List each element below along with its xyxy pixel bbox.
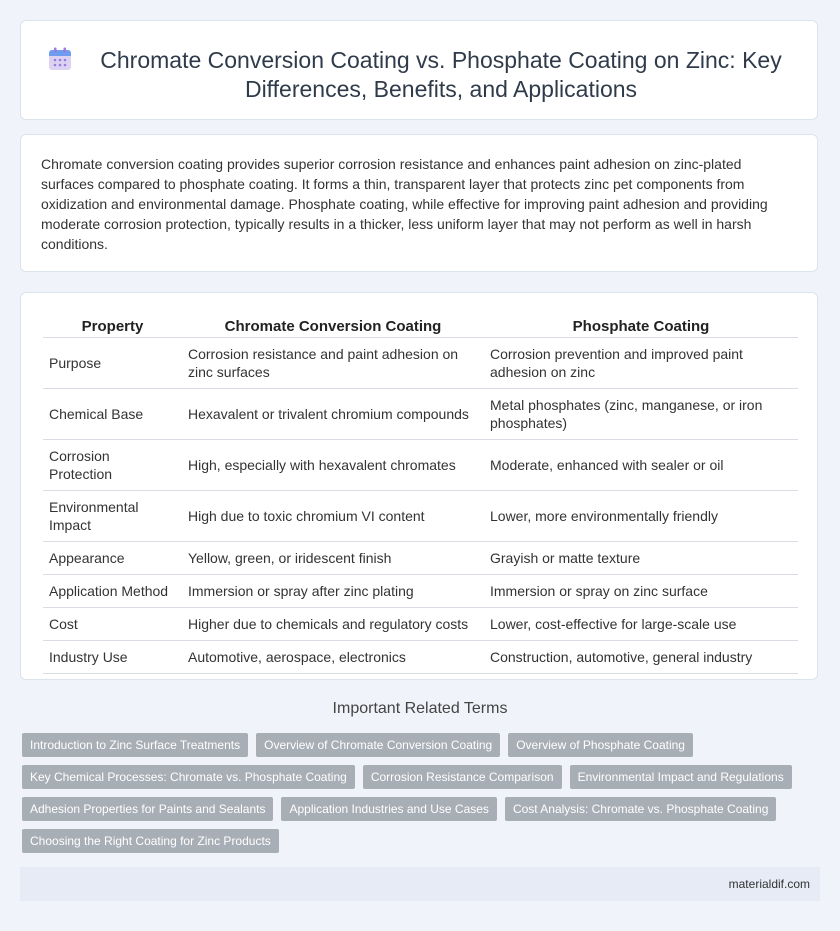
- related-term-tag[interactable]: Overview of Phosphate Coating: [508, 733, 693, 757]
- table-row: [43, 608, 798, 641]
- chromate-cell: High due to toxic chromium VI content: [182, 491, 484, 542]
- phosphate-cell: Corrosion prevention and improved paint adhesion on zinc: [484, 338, 798, 389]
- related-term-tag[interactable]: Adhesion Properties for Paints and Sealants: [22, 797, 273, 821]
- related-terms-list: [22, 733, 802, 861]
- chromate-cell: High, especially with hexavalent chromates: [182, 440, 484, 491]
- header-phosphate: Phosphate Coating: [484, 313, 798, 338]
- phosphate-cell: Construction, automotive, general industry: [484, 641, 798, 674]
- title-card: [20, 20, 818, 120]
- table-row: [43, 491, 798, 542]
- table-row: [43, 440, 798, 491]
- related-terms-heading: Important Related Terms: [332, 700, 508, 717]
- property-cell: Purpose: [43, 338, 182, 389]
- table-row: [43, 542, 798, 575]
- intro-card: [20, 134, 818, 272]
- related-term-tag[interactable]: Key Chemical Processes: Chromate vs. Phosphate Coating: [22, 765, 355, 789]
- calendar-icon: [47, 46, 73, 72]
- property-cell: Industry Use: [43, 641, 182, 674]
- footer: [20, 867, 820, 901]
- header-property: Property: [43, 313, 182, 338]
- table-row: [43, 575, 798, 608]
- header-chromate: Chromate Conversion Coating: [182, 313, 484, 338]
- title-row: [21, 21, 817, 104]
- property-cell: Environmental Impact: [43, 491, 182, 542]
- chromate-cell: Automotive, aerospace, electronics: [182, 641, 484, 674]
- property-cell: Cost: [43, 608, 182, 641]
- intro-paragraph: Chromate conversion coating provides superior corrosion resistance and enhances paint adhesion on zinc-plated surfaces compared to phosphate coating. It forms a thin, transparent layer that protects zinc pet components from oxidization and environmental damage. Phosphate coating, while effective for improving paint adhesion and providing moderate corrosion protection, typically results in a thicker, less uniform layer that may not perform as well in harsh conditions.: [41, 156, 768, 252]
- table-row: [43, 389, 798, 440]
- comparison-table: [43, 313, 798, 674]
- related-term-tag[interactable]: Environmental Impact and Regulations: [570, 765, 792, 789]
- chromate-cell: Higher due to chemicals and regulatory costs: [182, 608, 484, 641]
- table-header-row: [43, 313, 798, 338]
- property-cell: Appearance: [43, 542, 182, 575]
- phosphate-cell: Immersion or spray on zinc surface: [484, 575, 798, 608]
- property-cell: Application Method: [43, 575, 182, 608]
- property-cell: Corrosion Protection: [43, 440, 182, 491]
- chromate-cell: Hexavalent or trivalent chromium compounds: [182, 389, 484, 440]
- related-term-tag[interactable]: Choosing the Right Coating for Zinc Products: [22, 829, 279, 853]
- chromate-cell: Yellow, green, or iridescent finish: [182, 542, 484, 575]
- related-term-tag[interactable]: Overview of Chromate Conversion Coating: [256, 733, 500, 757]
- table-row: [43, 338, 798, 389]
- phosphate-cell: Moderate, enhanced with sealer or oil: [484, 440, 798, 491]
- chromate-cell: Corrosion resistance and paint adhesion on zinc surfaces: [182, 338, 484, 389]
- phosphate-cell: Lower, cost-effective for large-scale use: [484, 608, 798, 641]
- page-title: Chromate Conversion Coating vs. Phosphate Coating on Zinc: Key Differences, Benefits, and Applications: [100, 47, 782, 102]
- property-cell: Chemical Base: [43, 389, 182, 440]
- related-term-tag[interactable]: Application Industries and Use Cases: [281, 797, 496, 821]
- related-term-tag[interactable]: Corrosion Resistance Comparison: [363, 765, 562, 789]
- footer-site-link[interactable]: materialdif.com: [728, 877, 810, 891]
- chromate-cell: Immersion or spray after zinc plating: [182, 575, 484, 608]
- phosphate-cell: Grayish or matte texture: [484, 542, 798, 575]
- related-term-tag[interactable]: Introduction to Zinc Surface Treatments: [22, 733, 248, 757]
- related-term-tag[interactable]: Cost Analysis: Chromate vs. Phosphate Coating: [505, 797, 776, 821]
- phosphate-cell: Lower, more environmentally friendly: [484, 491, 798, 542]
- table-row: [43, 641, 798, 674]
- phosphate-cell: Metal phosphates (zinc, manganese, or iron phosphates): [484, 389, 798, 440]
- comparison-card: [20, 292, 818, 680]
